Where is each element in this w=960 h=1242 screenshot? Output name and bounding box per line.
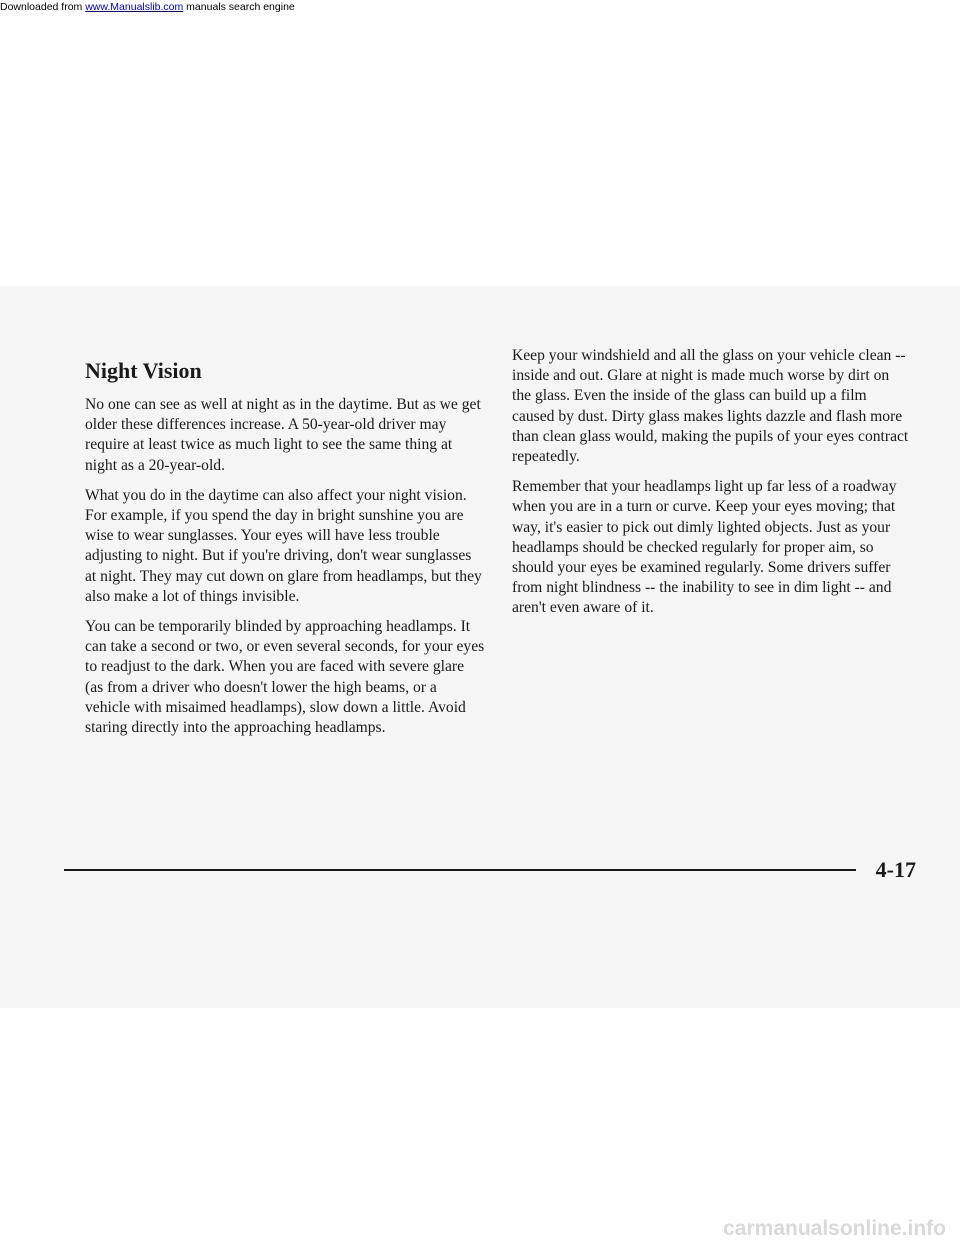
footer-watermark <box>0 1216 960 1242</box>
footer-rule <box>64 869 856 871</box>
left-paragraph-2: What you do in the daytime can also affect your night vision. For example, if you spend the day in bright sunshine you are wise to wear sunglasses. Your eyes will have less trouble adjusting to night. But if you're driving, don't wear sunglasses at night. They may cut down on glare from headlamps, but they also make a lot of things invisible. <box>85 486 482 605</box>
section-title: Night Vision <box>85 358 202 383</box>
page-number: 4-17 <box>875 857 916 882</box>
left-column <box>85 346 485 748</box>
manual-page <box>0 286 960 1008</box>
right-paragraph-2: Remember that your headlamps light up far less of a roadway when you are in a turn or curve. Keep your eyes moving; that way, it's easier to pick out dimly lighted objects. Just as your headlamps should be checked regularly for proper aim, so should your eyes be examined regularly. Some drivers suffer from night blindness -- the inability to see in dim light -- and aren't even aware of it. <box>512 478 897 617</box>
right-paragraph-1: Keep your windshield and all the glass on your vehicle clean -- inside and out. Glare at night is made much worse by dirt on the glass. Even the inside of the glass can build up a film caused by dust. Dirty glass makes lights dazzle and flash more than clean glass would, making the pupils of your eyes contract repeatedly. <box>512 347 909 466</box>
download-header <box>0 0 960 14</box>
left-paragraph-1: No one can see as well at night as in the daytime. But as we get older these differences increase. A 50-year-old driver may require at least twice as much light to see the same thing at night as a 20-year-old. <box>85 396 481 474</box>
manualslib-link[interactable]: www.Manualslib.com <box>85 1 184 13</box>
left-paragraph-3: You can be temporarily blinded by approaching headlamps. It can take a second or two, or even several seconds, for your eyes to readjust to the dark. When you are faced with severe glare (as from a driver who doesn't lower the high beams, or a vehicle with misaimed headlamps), slow down a little. Avoid staring directly into the approaching headlamps. <box>85 618 485 737</box>
watermark-text: carmanualsonline.info <box>723 1217 946 1240</box>
right-column <box>512 346 912 629</box>
header-prefix: Downloaded from <box>0 1 86 13</box>
header-suffix: manuals search engine <box>183 1 295 13</box>
